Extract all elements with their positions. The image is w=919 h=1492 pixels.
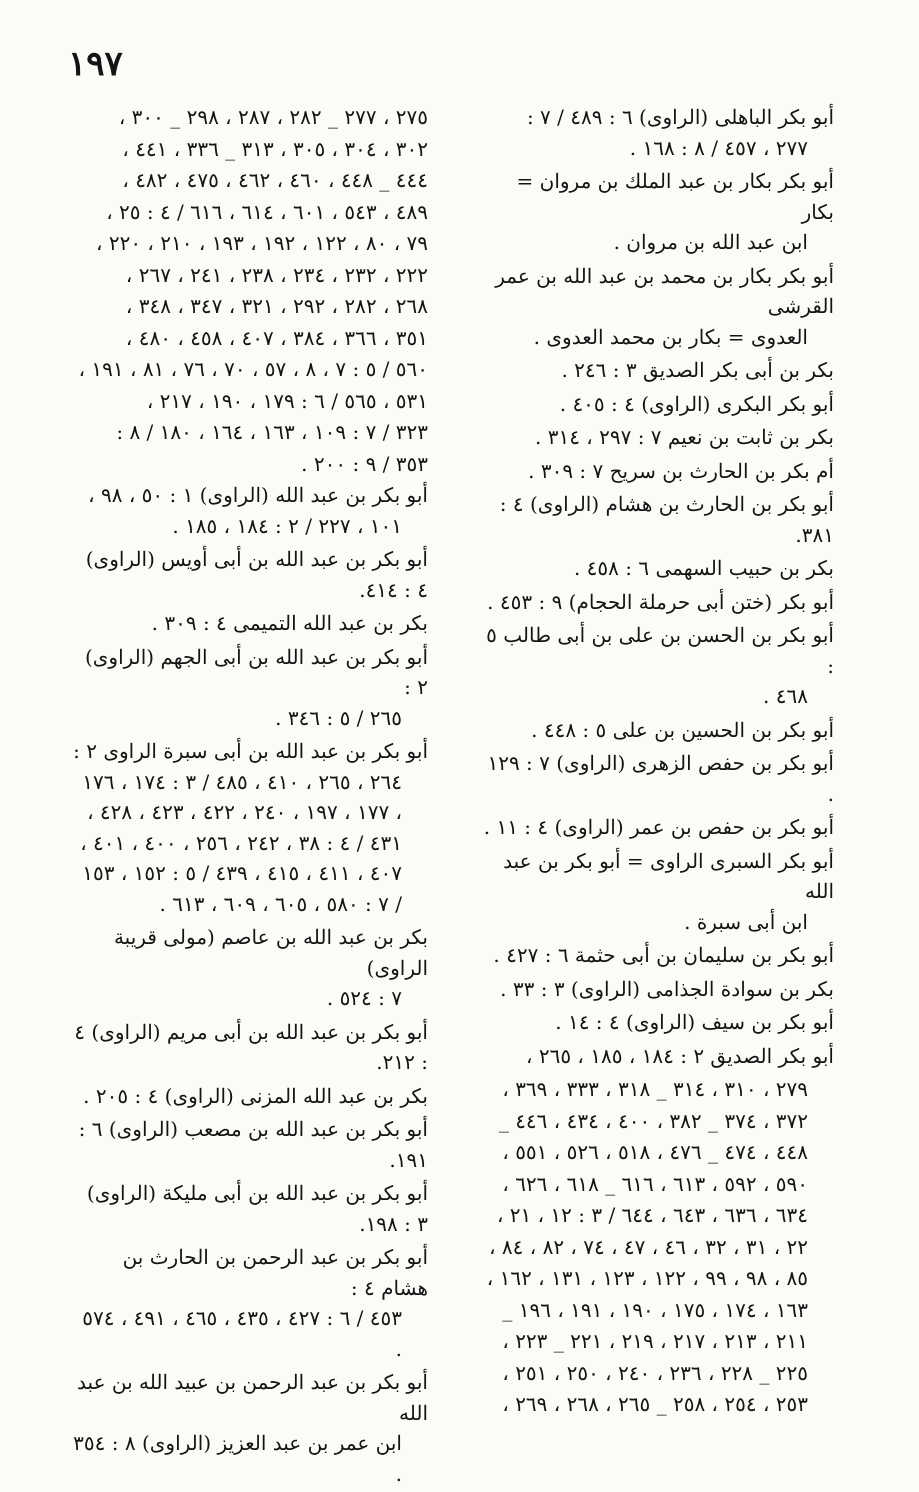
index-entry	[478, 166, 834, 258]
index-entry	[72, 736, 428, 919]
entry-continuation: ٢٦٥ / ٥ : ٣٤٦ .	[275, 705, 402, 730]
entry-heading: بكر بن أبى بكر الصديق ٣ : ٢٤٦ .	[561, 358, 834, 382]
entry-heading: أبو بكر بن عبد الله بن أبى مريم (الراوى) ٤ : ٢١٢.	[74, 1019, 428, 1074]
reference-line: ٢٧٥ ، ٢٧٧ _ ٢٨٢ ، ٢٨٧ ، ٢٩٨ _ ٣٠٠ ،	[118, 105, 428, 129]
reference-line: ١٦٣ ، ١٧٤ ، ١٧٥ ، ١٩٠ ، ١٩١ ، ١٩٦ _	[502, 1297, 808, 1322]
entry-continuation: ابن عبد الله بن مروان .	[613, 230, 808, 254]
reference-line: ٣٢٣ / ٧ : ١٠٩ ، ١٦٣ ، ١٦٤ ، ١٨٠ / ٨ :	[116, 420, 428, 444]
entry-heading: أبو بكر بن عبد الله بن أبى سبرة الراوى ٢ :	[73, 739, 428, 763]
entry-heading: أبو بكر بن عبد الرحمن بن عبيد الله بن عبد الله	[77, 1370, 428, 1425]
index-entry	[478, 355, 834, 386]
index-entry	[72, 642, 428, 734]
entry-continuation: ٢٦٤ ، ٢٦٥ ، ٤١٠ ، ٤٨٥ / ٣ : ١٧٤ ، ١٧٦ ، ١٧٧ ، ١٩٧ ، ٢٤٠ ، ٤٢٢ ، ٤٢٣ ، ٤٢٨ ، ٤٣١ / ٤ : ٣٨ ، ٢٤٢ ، ٢٥٦ ، ٤٠٠ ، ٤٠١ ، ٤٠٧ ، ٤١١ ، ٤١٥ ، ٤٣٩ / ٥ : ١٥٢ ، ١٥٣ / ٧ : ٥٨٠ ، ٦٠٥ ، ٦٠٩ ، ٦١٣ .	[80, 769, 402, 916]
reference-line: ٢٦٨ ، ٢٨٢ ، ٢٩٢ ، ٣٢١ ، ٣٤٧ ، ٣٤٨ ،	[125, 294, 428, 318]
entry-continuation: ٤٥٣ / ٦ : ٤٢٧ ، ٤٣٥ ، ٤٦٥ ، ٤٩١ ، ٥٧٤ .	[82, 1306, 402, 1361]
entry-heading: أبو بكر بن الحسين بن على ٥ : ٤٤٨ .	[531, 717, 834, 742]
index-entry	[72, 1367, 428, 1489]
index-entry	[72, 608, 428, 639]
index-entry	[72, 1017, 428, 1078]
index-entry	[478, 846, 834, 938]
index-entry	[72, 1178, 428, 1239]
entry-continuation: ابن أبى سبرة .	[684, 909, 808, 934]
index-entry	[478, 748, 834, 809]
index-entry	[72, 544, 428, 605]
entry-heading: أبو بكر البكرى (الراوى) ٤ : ٤٠٥ .	[559, 391, 834, 416]
entry-continuation: ٤٦٨ .	[763, 684, 808, 708]
reference-line: ٣٠٢ ، ٣٠٤ ، ٣٠٥ ، ٣١٣ _ ٣٣٦ ، ٤٤١ ،	[122, 136, 428, 161]
entry-continuation: ١٠١ ، ٢٢٧ / ٢ : ١٨٤ ، ١٨٥ .	[172, 513, 402, 538]
index-entry	[478, 456, 834, 487]
entry-heading: بكر بن ثابت بن نعيم ٧ : ٢٩٧ ، ٣١٤ .	[534, 425, 834, 449]
reference-line: ٣٥١ ، ٣٦٦ ، ٣٨٤ ، ٤٠٧ ، ٤٥٨ ، ٤٨٠ ،	[125, 325, 428, 350]
entry-heading: بكر بن حبيب السهمى ٦ : ٤٥٨ .	[573, 556, 834, 580]
entry-continuation: ٢٧٧ ، ٤٥٧ / ٨ : ١٦٨ .	[629, 135, 808, 160]
index-entry	[478, 553, 834, 584]
reference-line: ٥٣١ ، ٥٦٥ / ٦ : ١٧٩ ، ١٩٠ ، ٢١٧ ،	[146, 388, 428, 413]
index-entry	[478, 489, 834, 550]
reference-line: ٦٣٤ ، ٦٣٦ ، ٦٤٣ ، ٦٤٤ / ٣ : ١٢ ، ٢١ ،	[496, 1203, 808, 1227]
reference-line: ٤٤٨ ، ٤٧٤ _ ٤٧٦ ، ٥١٨ ، ٥٢٦ ، ٥٥١ ،	[502, 1140, 808, 1164]
reference-line: ٣٥٣ / ٩ : ٢٠٠ .	[301, 451, 428, 476]
reference-line: ٢٧٩ ، ٣١٠ ، ٣١٤ _ ٣١٨ ، ٣٣٣ ، ٣٦٩ ،	[502, 1077, 808, 1101]
entry-heading: أبو بكر بكار بن محمد بن عبد الله بن عمر القرشى	[495, 263, 834, 318]
entry-heading: أبو بكر بن عبد الله بن أبى أويس (الراوى) ٤ : ٤١٤.	[85, 547, 428, 602]
index-entry	[478, 812, 834, 843]
entry-heading: بكر بن سوادة الجذامى (الراوى) ٣ : ٣٣ .	[500, 976, 834, 1001]
entry-heading: أبو بكر (ختن أبى حرملة الحجام) ٩ : ٤٥٣ .	[487, 589, 834, 614]
entry-heading: أبو بكر بن عبد الله بن مصعب (الراوى) ٦ : ١٩١.	[78, 1117, 428, 1172]
entry-heading: أبو بكر بن عبد الرحمن بن الحارث بن هشام ٤ :	[122, 1245, 428, 1300]
index-entry	[72, 1242, 428, 1364]
entry-heading: أبو بكر السبرى الراوى = أبو بكر بن عبد الله	[503, 848, 834, 903]
entry-heading: أبو بكر بن حفص بن عمر (الراوى) ٤ : ١١ .	[483, 815, 834, 839]
entry-heading: أبو بكر بكار بن عبد الملك بن مروان = بكار	[516, 169, 834, 224]
index-entry	[478, 1041, 834, 1072]
index-entry	[478, 715, 834, 746]
entry-continuation: العدوى = بكار بن محمد العدوى .	[533, 324, 808, 349]
reference-line: ٤٨٩ ، ٥٤٣ ، ٦٠١ ، ٦١٤ ، ٦١٦ / ٤ : ٢٥ ،	[106, 199, 428, 224]
index-entry	[72, 1114, 428, 1175]
entry-heading: أبو بكر الباهلى (الراوى) ٦ : ٤٨٩ / ٧ :	[526, 105, 834, 129]
index-entry	[478, 974, 834, 1005]
reference-line: ٢٢٢ ، ٢٣٢ ، ٢٣٤ ، ٢٣٨ ، ٢٤١ ، ٢٦٧ ،	[125, 262, 428, 287]
entry-heading: أبو بكر بن سيف (الراوى) ٤ : ١٤ .	[555, 1010, 834, 1034]
index-entry	[478, 389, 834, 420]
entry-heading: أبو بكر بن عبد الله بن أبى الجهم (الراوى) ٢ :	[84, 644, 428, 699]
entry-heading: أبو بكر بن الحسن بن على بن أبى طالب ٥ :	[486, 623, 834, 678]
index-entry	[72, 480, 428, 541]
entry-heading: أبو بكر الصديق ٢ : ١٨٤ ، ١٨٥ ، ٢٦٥ ،	[526, 1043, 834, 1068]
index-entry	[72, 922, 428, 1014]
entry-heading: بكر بن عبد الله المزنى (الراوى) ٤ : ٢٠٥ .	[83, 1083, 428, 1108]
index-entry	[478, 940, 834, 971]
entry-continuation: ابن عمر بن عبد العزيز (الراوى) ٨ : ٣٥٤ .	[73, 1431, 402, 1486]
left-column	[72, 102, 428, 1492]
entry-heading: أبو بكر بن سليمان بن أبى حثمة ٦ : ٤٢٧ .	[493, 943, 834, 967]
reference-line: ٨٥ ، ٩٨ ، ٩٩ ، ١٢٢ ، ١٢٣ ، ١٣١ ، ١٦٢ ،	[486, 1266, 808, 1290]
index-entry	[478, 102, 834, 163]
entry-continuation: ٧ : ٥٢٤ .	[326, 986, 402, 1010]
reference-line: ٢٥٣ ، ٢٥٤ ، ٢٥٨ _ ٢٦٥ ، ٢٦٨ ، ٢٦٩ ،	[502, 1392, 808, 1416]
reference-line: ٧٩ ، ٨٠ ، ١٢٢ ، ١٩٢ ، ١٩٣ ، ٢١٠ ، ٢٢٠ ،	[96, 231, 428, 255]
entry-heading: أبو بكر بن عبد الله (الراوى) ١ : ٥٠ ، ٩٨ ،	[88, 483, 428, 507]
index-entry	[478, 422, 834, 453]
index-entry	[478, 587, 834, 618]
index-entry	[478, 261, 834, 353]
entry-heading: أبو بكر بن عبد الله بن أبى مليكة (الراوى) ٣ : ١٩٨.	[86, 1181, 428, 1236]
entry-heading: أبو بكر بن حفص الزهرى (الراوى) ٧ : ١٢٩ .	[487, 751, 834, 806]
entry-heading: أبو بكر بن الحارث بن هشام (الراوى) ٤ : ٣٨١.	[499, 492, 834, 547]
index-entry	[478, 1007, 834, 1038]
reference-line: ٥٩٠ ، ٥٩٢ ، ٦١٣ ، ٦١٦ _ ٦١٨ ، ٦٢٦ ،	[502, 1171, 808, 1196]
reference-line: ٣٧٢ ، ٣٧٤ _ ٣٨٢ ، ٤٠٠ ، ٤٣٤ ، ٤٤٦ _	[498, 1108, 808, 1133]
reference-line: ٤٤٤ _ ٤٤٨ ، ٤٦٠ ، ٤٦٢ ، ٤٧٥ ، ٤٨٢ ،	[122, 168, 428, 192]
reference-line: ٢١١ ، ٢١٣ ، ٢١٧ ، ٢١٩ ، ٢٢١ _ ٢٢٣ ،	[502, 1329, 808, 1353]
entry-heading: بكر بن عبد الله التميمى ٤ : ٣٠٩ .	[151, 611, 428, 635]
right-column	[478, 102, 834, 1421]
entry-heading: أم بكر بن الحارث بن سريح ٧ : ٣٠٩ .	[528, 458, 834, 483]
index-entry	[72, 1081, 428, 1112]
reference-line: ٢٢٥ _ ٢٢٨ ، ٢٣٦ ، ٢٤٠ ، ٢٥٠ ، ٢٥١ ،	[502, 1360, 808, 1385]
entry-heading: بكر بن عبد الله بن عاصم (مولى قريبة الراوى)	[113, 925, 428, 980]
reference-line: ٢٢ ، ٣١ ، ٣٢ ، ٤٦ ، ٤٧ ، ٧٤ ، ٨٢ ، ٨٤ ،	[489, 1234, 808, 1259]
reference-line: ٥٦٠ / ٥ : ٧ ، ٨ ، ٥٧ ، ٧٠ ، ٧٦ ، ٨١ ، ١٩١ ،	[78, 357, 428, 381]
index-entry	[478, 620, 834, 712]
page-number: ١٩٧	[68, 44, 123, 84]
